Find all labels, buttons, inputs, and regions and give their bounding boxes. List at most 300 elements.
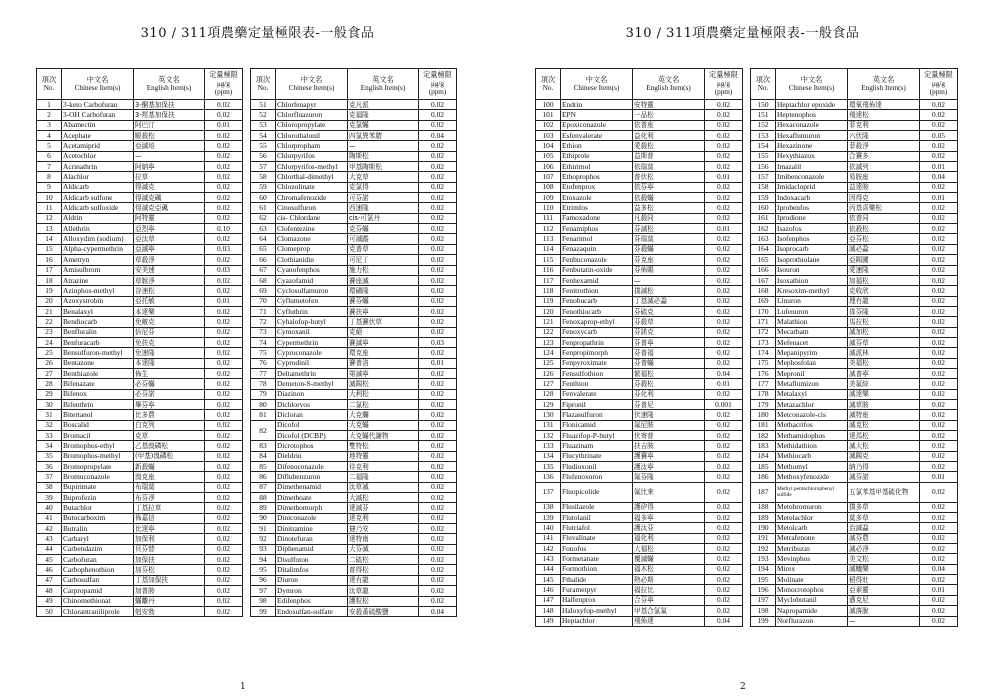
english-name: Iprobenfos <box>776 203 848 213</box>
english-name: Bromophos-ethyl <box>62 441 134 451</box>
row-number: 18 <box>37 275 62 285</box>
table-row <box>37 286 243 296</box>
english-name: Flonicamid <box>561 420 633 430</box>
table-row <box>751 296 958 306</box>
chinese-name: 護汰寧 <box>633 462 705 472</box>
row-number: 132 <box>536 431 561 441</box>
row-number: 15 <box>37 244 62 254</box>
chinese-name: 伏速隆 <box>633 410 705 420</box>
chinese-name: 剋安勃 <box>134 606 205 616</box>
table-row <box>251 100 457 110</box>
quantitation-limit: 0.02 <box>705 255 743 265</box>
quantitation-limit: 0.02 <box>920 420 958 430</box>
quantitation-limit: 0.02 <box>705 533 743 543</box>
row-number: 3 <box>37 120 62 130</box>
chinese-name: 芬硫克 <box>633 306 705 316</box>
table-row <box>751 420 958 430</box>
table-row <box>751 224 958 234</box>
quantitation-limit: 0.02 <box>205 162 243 172</box>
table-row <box>751 358 958 368</box>
chinese-name: 大克蟎 <box>348 420 419 430</box>
english-name: Bromophos-methyl <box>62 451 134 461</box>
quantitation-limit: 0.02 <box>205 203 243 213</box>
chinese-name: 六伏隆 <box>848 131 920 141</box>
quantitation-limit: 0.02 <box>419 100 457 110</box>
chinese-name: 依芬寧 <box>633 182 705 192</box>
english-name: Dimethoate <box>276 493 348 503</box>
quantitation-limit: 0.02 <box>205 482 243 492</box>
header-no: 項次 No. <box>751 69 776 100</box>
table-row <box>37 203 243 213</box>
chinese-name: 亞滅培 <box>134 141 205 151</box>
row-number: 70 <box>251 296 276 306</box>
chinese-name: 可芬諾 <box>348 193 419 203</box>
table-row <box>536 224 743 234</box>
table-row <box>251 606 457 616</box>
table-row <box>37 265 243 275</box>
chinese-name: 芬佈賜 <box>633 265 705 275</box>
table-row <box>251 317 457 327</box>
row-number: 80 <box>251 399 276 409</box>
row-number: 16 <box>37 255 62 265</box>
table-row <box>251 462 457 472</box>
row-number: 72 <box>251 317 276 327</box>
row-number: 167 <box>751 275 776 285</box>
table-row <box>251 203 457 213</box>
english-name: Fenamiphos <box>561 224 633 234</box>
quantitation-limit: 0.02 <box>419 255 457 265</box>
table-row <box>251 534 457 544</box>
row-number: 105 <box>536 151 561 161</box>
quantitation-limit: 0.02 <box>419 410 457 420</box>
table-row <box>37 399 243 409</box>
english-name: Fenpropimorph <box>561 348 633 358</box>
table-row <box>37 544 243 554</box>
english-name: Dicloran <box>276 410 348 420</box>
row-number: 93 <box>251 544 276 554</box>
chinese-name: 二硫松 <box>348 555 419 565</box>
table-row <box>751 286 958 296</box>
table-row <box>37 441 243 451</box>
table-row <box>251 327 457 337</box>
english-name: Fenvalerate <box>561 389 633 399</box>
quantitation-limit: 0.02 <box>705 100 743 110</box>
chinese-name: 益多松 <box>633 203 705 213</box>
table-row <box>251 296 457 306</box>
quantitation-limit: 0.02 <box>205 544 243 554</box>
english-name: Carbosulfan <box>62 575 134 585</box>
chinese-name: 滅必蝨 <box>848 244 920 254</box>
table-row <box>251 493 457 503</box>
quantitation-limit: 0.02 <box>205 234 243 244</box>
quantitation-limit: 0.02 <box>920 533 958 543</box>
row-number: 55 <box>251 141 276 151</box>
english-name: Cymoxanil <box>276 327 348 337</box>
chinese-name: 佈嘉信 <box>134 513 205 523</box>
table-row <box>751 523 958 533</box>
row-number: 66 <box>251 255 276 265</box>
english-name: Molinate <box>776 575 848 585</box>
chinese-name: 加保利 <box>134 534 205 544</box>
chinese-name: 滅落脫 <box>848 606 920 616</box>
quantitation-limit: 0.02 <box>205 586 243 596</box>
table-row <box>536 162 743 172</box>
chinese-name: 滅加松 <box>848 327 920 337</box>
table-row <box>536 389 743 399</box>
table-row <box>751 182 958 192</box>
english-name: Isoprothiolane <box>776 255 848 265</box>
table-row <box>251 224 457 234</box>
table-row <box>37 389 243 399</box>
table-row <box>536 265 743 275</box>
header-english: 英文名 English Item(s) <box>134 69 205 100</box>
row-number: 24 <box>37 337 62 347</box>
row-number: 118 <box>536 286 561 296</box>
english-name: Halfenprox <box>561 595 633 605</box>
english-name: Ethoprophos <box>561 172 633 182</box>
chinese-name: 依普同 <box>848 213 920 223</box>
row-number: 96 <box>251 575 276 585</box>
english-name: Benfluralin <box>62 327 134 337</box>
chinese-name: 克凡派 <box>348 100 419 110</box>
table-row <box>751 595 958 605</box>
english-name: Mephosfolan <box>776 358 848 368</box>
chinese-name: 芬諾克 <box>633 327 705 337</box>
chinese-name: 白克列 <box>134 420 205 430</box>
row-number: 124 <box>536 348 561 358</box>
chinese-name: 賽座滅 <box>348 275 419 285</box>
quantitation-limit: 0.02 <box>920 544 958 554</box>
table-row <box>251 151 457 161</box>
quantitation-limit: 0.02 <box>205 172 243 182</box>
table-row <box>251 410 457 420</box>
table-row <box>37 462 243 472</box>
english-name: Metribuzin <box>776 544 848 554</box>
row-number: 79 <box>251 389 276 399</box>
table-row <box>751 317 958 327</box>
row-number: 110 <box>536 203 561 213</box>
chinese-name: 達滅芬 <box>348 503 419 513</box>
english-name: Myclobutanil <box>776 595 848 605</box>
row-number: 160 <box>751 203 776 213</box>
chinese-name: 大滅松 <box>348 493 419 503</box>
table-row <box>37 555 243 565</box>
row-number: 35 <box>37 451 62 461</box>
table-row <box>751 431 958 441</box>
english-name: Ditalimfos <box>276 565 348 575</box>
quantitation-limit: 0.02 <box>705 182 743 192</box>
table-row <box>536 337 743 347</box>
chinese-name: 安美速 <box>134 265 205 275</box>
table-row <box>251 565 457 575</box>
english-name: Fensulfothion <box>561 368 633 378</box>
row-number: 33 <box>37 431 62 441</box>
quantitation-limit: 0.02 <box>205 141 243 151</box>
english-name: Isoxathion <box>776 275 848 285</box>
table-row <box>251 182 457 192</box>
row-number: 166 <box>751 265 776 275</box>
chinese-name: 布芬淨 <box>134 493 205 503</box>
quantitation-limit: 0.02 <box>920 317 958 327</box>
row-number: 13 <box>37 224 62 234</box>
english-name: Dieldrin <box>276 451 348 461</box>
english-name: Methyl pentachlorophenyl sulfide <box>776 482 848 502</box>
table-row <box>536 317 743 327</box>
row-number: 12 <box>37 213 62 223</box>
row-number: 129 <box>536 399 561 409</box>
quantitation-limit: 0.04 <box>920 564 958 574</box>
chinese-name: 克草 <box>134 431 205 441</box>
row-number: 146 <box>536 585 561 595</box>
header-english: 英文名 English Item(s) <box>848 69 920 100</box>
table-row <box>536 502 743 512</box>
row-number: 121 <box>536 317 561 327</box>
english-name: Hexaflumuron <box>776 131 848 141</box>
quantitation-limit: 0.02 <box>419 389 457 399</box>
quantitation-limit: 0.02 <box>205 131 243 141</box>
chinese-name: 芬殺草 <box>633 317 705 327</box>
table-row <box>251 431 457 441</box>
quantitation-limit: 0.02 <box>705 606 743 616</box>
table-row <box>37 503 243 513</box>
table-row <box>536 327 743 337</box>
quantitation-limit: 0.02 <box>205 327 243 337</box>
row-number: 173 <box>751 337 776 347</box>
table-row <box>751 213 958 223</box>
quantitation-limit: 0.02 <box>419 493 457 503</box>
chinese-name: (甲基)溴磷松 <box>134 451 205 461</box>
limits-table-block-2 <box>250 68 457 617</box>
quantitation-limit: 0.10 <box>205 224 243 234</box>
row-number: 185 <box>751 462 776 472</box>
row-number: 98 <box>251 596 276 606</box>
chinese-name: 滅普寧 <box>848 368 920 378</box>
quantitation-limit: 0.02 <box>419 399 457 409</box>
row-number: 28 <box>37 379 62 389</box>
row-number: 145 <box>536 575 561 585</box>
english-name: Dinitramine <box>276 524 348 534</box>
table-row <box>251 368 457 378</box>
quantitation-limit: 0.03 <box>419 337 457 347</box>
row-number: 183 <box>751 441 776 451</box>
row-number: 100 <box>536 100 561 110</box>
quantitation-limit: 0.02 <box>920 275 958 285</box>
english-name: Benthiazole <box>62 368 134 378</box>
chinese-name: 陶斯松 <box>348 151 419 161</box>
row-number: 138 <box>536 502 561 512</box>
chinese-name: 賽扶寧 <box>348 306 419 316</box>
row-number: 6 <box>37 151 62 161</box>
quantitation-limit: 0.02 <box>419 172 457 182</box>
quantitation-limit: 0.02 <box>920 389 958 399</box>
chinese-name: 飛佈達 <box>633 616 705 626</box>
chinese-name: 益化利 <box>633 131 705 141</box>
row-number: 171 <box>751 317 776 327</box>
row-number: 88 <box>251 493 276 503</box>
table-row <box>37 275 243 285</box>
row-number: 27 <box>37 368 62 378</box>
row-number: 9 <box>37 182 62 192</box>
table-row <box>37 172 243 182</box>
table-row <box>251 544 457 554</box>
english-name: Mepanipyrim <box>776 348 848 358</box>
english-name: Acephate <box>62 131 134 141</box>
quantitation-limit: 0.02 <box>205 348 243 358</box>
row-number: 190 <box>751 523 776 533</box>
english-name: Diphenamid <box>276 544 348 554</box>
chinese-name: 福木松 <box>633 564 705 574</box>
quantitation-limit: 0.03 <box>205 244 243 254</box>
quantitation-limit: 0.02 <box>419 586 457 596</box>
english-name: Etoxazole <box>561 193 633 203</box>
chinese-name: 邁克尼 <box>848 595 920 605</box>
english-name: Clothianidin <box>276 255 348 265</box>
table-row <box>536 275 743 285</box>
table-row <box>37 306 243 316</box>
quantitation-limit: 0.02 <box>419 462 457 472</box>
english-name: Acrinathrin <box>62 162 134 172</box>
row-number: 182 <box>751 431 776 441</box>
table-row <box>751 172 958 182</box>
chinese-name: 菲殺淨 <box>848 141 920 151</box>
chinese-name: 福多寧 <box>633 513 705 523</box>
english-name: Dymron <box>276 586 348 596</box>
english-name: Clomazone <box>276 234 348 244</box>
chinese-name: 依普座 <box>633 120 705 130</box>
chinese-name: 依滅列 <box>848 162 920 172</box>
row-number: 191 <box>751 533 776 543</box>
table-row <box>751 265 958 275</box>
english-name: Fluazifop-P-butyl <box>561 431 633 441</box>
table-row <box>751 193 958 203</box>
english-name: Heptenophos <box>776 110 848 120</box>
chinese-name: 西速隆 <box>348 203 419 213</box>
header-loq: 定量極限 μg/g (ppm) <box>705 69 743 100</box>
table-row <box>37 431 243 441</box>
chinese-name: 環磺隆 <box>348 286 419 296</box>
quantitation-limit: 0.02 <box>920 213 958 223</box>
table-row <box>751 110 958 120</box>
table-row <box>751 554 958 564</box>
english-name: Metolachlor <box>776 513 848 523</box>
row-number: 71 <box>251 306 276 316</box>
quantitation-limit: 0.02 <box>705 502 743 512</box>
table-row <box>751 575 958 585</box>
row-number: 99 <box>251 606 276 616</box>
row-number: 197 <box>751 595 776 605</box>
quantitation-limit: 0.02 <box>920 255 958 265</box>
chinese-name: 甲基合氯氟 <box>633 606 705 616</box>
chinese-name: 阿特靈 <box>134 213 205 223</box>
quantitation-limit: 0.02 <box>205 286 243 296</box>
quantitation-limit: 0.02 <box>705 575 743 585</box>
chinese-name: 撲滅松 <box>633 286 705 296</box>
english-name: Metaflumizon <box>776 379 848 389</box>
chinese-name: 第滅寧 <box>348 368 419 378</box>
row-number: 32 <box>37 420 62 430</box>
chinese-name: 3-羥基加保扶 <box>134 110 205 120</box>
quantitation-limit: 0.02 <box>705 462 743 472</box>
table-row <box>751 616 958 626</box>
table-row <box>536 595 743 605</box>
table-row <box>251 286 457 296</box>
english-name: Etofenprox <box>561 182 633 192</box>
quantitation-limit: 0.02 <box>205 534 243 544</box>
english-name: Cyazofamid <box>276 275 348 285</box>
row-number: 198 <box>751 606 776 616</box>
chinese-name: 護粒松 <box>348 596 419 606</box>
table-row <box>251 265 457 275</box>
english-name: Flufenoxuron <box>561 472 633 482</box>
quantitation-limit: 0.02 <box>419 162 457 172</box>
table-row <box>37 317 243 327</box>
table-row <box>536 451 743 461</box>
row-number: 1 <box>37 100 62 110</box>
chinese-name: 馬拉松 <box>848 317 920 327</box>
english-name: Imazalil <box>776 162 848 172</box>
chinese-name: 祿芬隆 <box>848 306 920 316</box>
row-number: 147 <box>536 595 561 605</box>
quantitation-limit: 0.02 <box>705 203 743 213</box>
quantitation-limit: 0.02 <box>419 379 457 389</box>
limits-table-block-1 <box>36 68 243 617</box>
quantitation-limit: 0.05 <box>920 131 958 141</box>
header-no: 項次 No. <box>251 69 276 100</box>
table-row <box>251 358 457 368</box>
english-name: Methomyl <box>776 462 848 472</box>
row-number: 168 <box>751 286 776 296</box>
english-name: Fenpropathrin <box>561 337 633 347</box>
row-number: 116 <box>536 265 561 275</box>
row-number: 68 <box>251 275 276 285</box>
english-name: Metobromuron <box>776 502 848 512</box>
row-number: 46 <box>37 565 62 575</box>
chinese-name: 地特靈 <box>348 451 419 461</box>
table-row <box>536 120 743 130</box>
table-row <box>251 451 457 461</box>
quantitation-limit: 0.02 <box>705 472 743 482</box>
table-row <box>251 234 457 244</box>
chinese-name: 佈生 <box>134 368 205 378</box>
row-number: 199 <box>751 616 776 626</box>
chinese-name: 環克座 <box>348 348 419 358</box>
chinese-name: 亞素靈 <box>848 585 920 595</box>
row-number: 180 <box>751 410 776 420</box>
chinese-name: 理有龍 <box>848 296 920 306</box>
row-number: 26 <box>37 358 62 368</box>
english-name: Flusilazole <box>561 502 633 512</box>
english-name: Chlorothalonil <box>276 131 348 141</box>
chinese-name: — <box>848 616 920 626</box>
header-no: 項次 No. <box>536 69 561 100</box>
chinese-name: 四氯異苯腈 <box>348 131 419 141</box>
quantitation-limit: 0.02 <box>705 131 743 141</box>
chinese-name: 蟎離丹 <box>134 596 205 606</box>
row-number: 195 <box>751 575 776 585</box>
quantitation-limit: 0.02 <box>705 482 743 502</box>
quantitation-limit: 0.01 <box>705 172 743 182</box>
table-row <box>536 462 743 472</box>
row-number: 73 <box>251 327 276 337</box>
chinese-name: 草殺淨 <box>134 255 205 265</box>
row-number: 125 <box>536 358 561 368</box>
row-number: 161 <box>751 213 776 223</box>
english-name: Benalaxyl <box>62 306 134 316</box>
table-row <box>751 203 958 213</box>
table-row <box>251 524 457 534</box>
table-row <box>251 306 457 316</box>
quantitation-limit: 0.02 <box>920 462 958 472</box>
